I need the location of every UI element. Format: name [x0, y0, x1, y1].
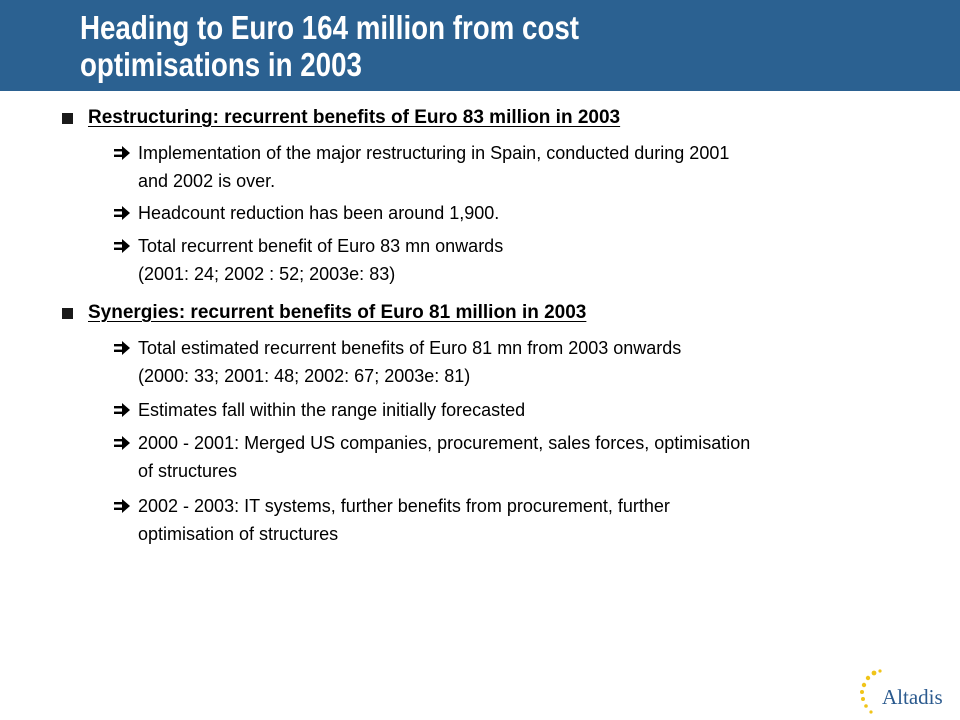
bullet-line: Total estimated recurrent benefits of Euro 81 mn from 2003 onwards	[138, 338, 682, 358]
title-line-1: Heading to Euro 164 million from cost	[80, 9, 580, 46]
section-heading-text: Synergies: recurrent benefits of Euro 81 million in 2003	[88, 302, 587, 323]
title-line-2: optimisations in 2003	[80, 46, 362, 83]
bullet-item	[114, 334, 934, 390]
bullet-item	[114, 396, 934, 424]
logo-text: Altadis	[882, 685, 943, 709]
bullet-line: Total recurrent benefit of Euro 83 mn onwards	[138, 236, 504, 256]
bullet-line: of structures	[138, 461, 238, 481]
section-heading-text: Restructuring: recurrent benefits of Euro 83 million in 2003	[88, 107, 621, 128]
bullet-line: 2002 - 2003: IT systems, further benefits from procurement, further	[138, 496, 670, 516]
arrow-right-icon	[114, 341, 130, 355]
square-bullet-icon	[62, 308, 73, 319]
bullet-line: Headcount reduction has been around 1,900.	[138, 203, 500, 223]
bullet-item	[114, 492, 934, 548]
bullet-line: optimisation of structures	[138, 524, 339, 544]
arrow-right-icon	[114, 499, 130, 513]
arrow-right-icon	[114, 436, 130, 450]
arrow-right-icon	[114, 403, 130, 417]
arrow-right-icon	[114, 146, 130, 160]
bullet-item	[114, 429, 934, 485]
bullet-line: (2000: 33; 2001: 48; 2002: 67; 2003e: 81)	[138, 366, 471, 386]
section-heading-synergies	[62, 302, 586, 324]
section-heading-restructuring	[62, 107, 620, 129]
bullet-item	[114, 139, 934, 195]
bullet-line: Implementation of the major restructuring in Spain, conducted during 2001	[138, 143, 730, 163]
bullet-line: and 2002 is over.	[138, 171, 276, 191]
bullet-line: (2001: 24; 2002 : 52; 2003e: 83)	[138, 264, 396, 284]
bullet-item	[114, 232, 934, 288]
arrow-right-icon	[114, 206, 130, 220]
bullet-item	[114, 199, 934, 227]
altadis-logo	[858, 668, 958, 716]
star-arc-icon	[858, 668, 884, 716]
bullet-line: 2000 - 2001: Merged US companies, procurement, sales forces, optimisation	[138, 433, 751, 453]
bullet-line: Estimates fall within the range initially forecasted	[138, 400, 526, 420]
square-bullet-icon	[62, 113, 73, 124]
arrow-right-icon	[114, 239, 130, 253]
